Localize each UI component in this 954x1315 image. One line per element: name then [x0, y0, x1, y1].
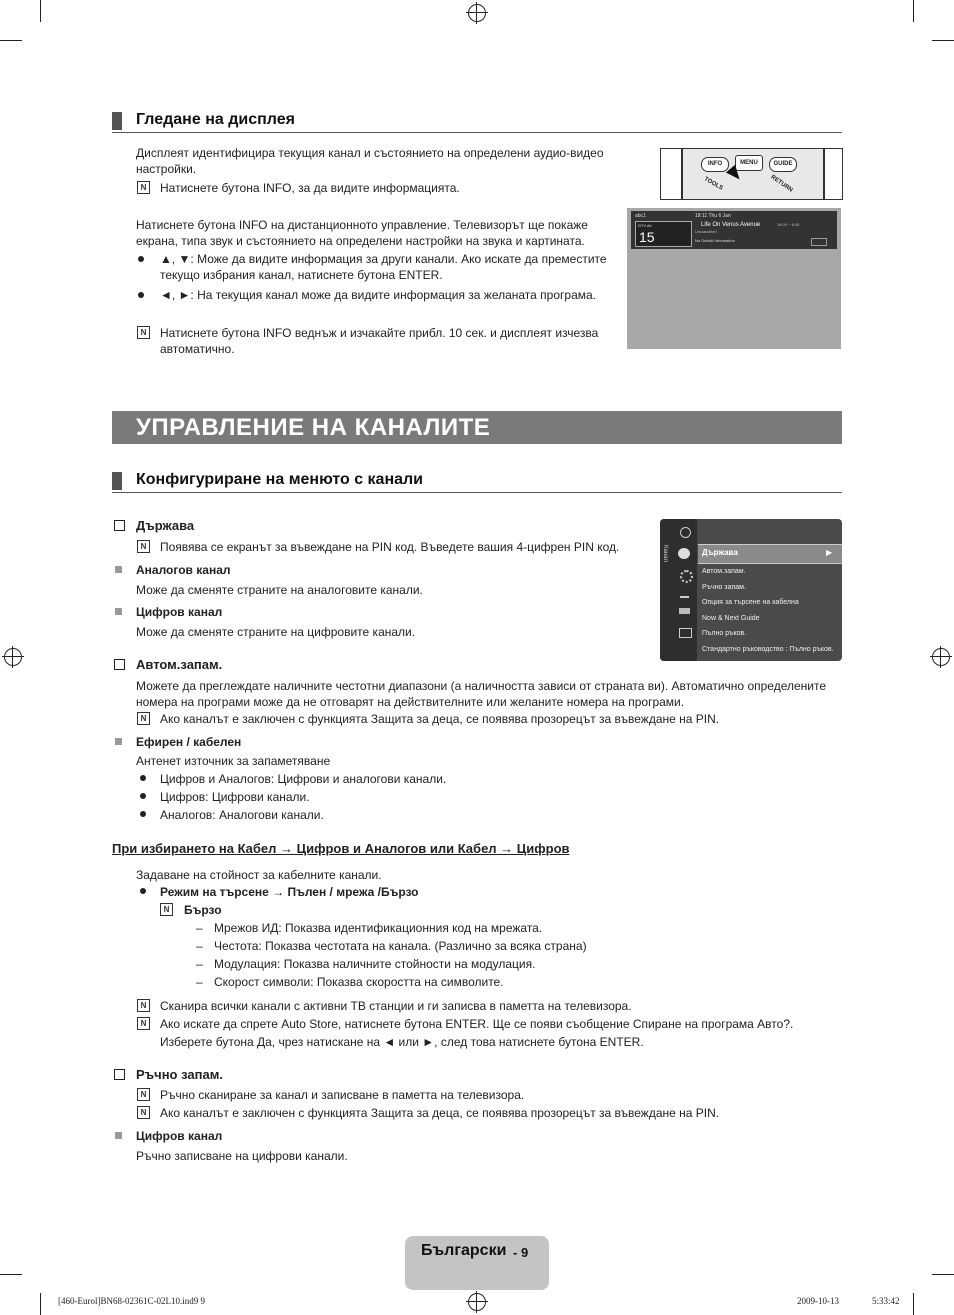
crop-mark	[40, 0, 41, 22]
note-text: Ако каналът е заключен с функцията Защита за деца, се появява прозорецът за въвеждане на PIN.	[160, 1106, 720, 1120]
channel-number: 15	[639, 229, 655, 245]
subsection-title: Държава	[136, 518, 195, 533]
crop-mark	[932, 1274, 954, 1275]
note-text: Ако искате да спрете Auto Store, натиснете бутона ENTER. Ще се появи съобщение Спиране на програма Авто?.	[160, 1017, 794, 1031]
heading-bar	[112, 112, 122, 130]
registration-mark-icon	[468, 1293, 486, 1311]
bullet-text: ◄, ►: На текущия канал може да видите информация за желаната програма.	[160, 288, 597, 302]
bullet-icon	[140, 811, 146, 817]
crop-mark	[913, 1293, 914, 1315]
registration-mark-icon	[932, 648, 950, 666]
note-text: Сканира всички канали с активни ТВ станции и ги записва в паметта на телевизора.	[160, 999, 632, 1013]
checkbox-icon	[114, 1069, 125, 1080]
arrow-right-icon: ▶	[826, 548, 833, 557]
note-icon: N	[137, 540, 150, 553]
section-title: Конфигуриране на менюто с канали	[136, 471, 424, 488]
note-icon: N	[137, 712, 150, 725]
info-button: INFO	[701, 157, 729, 172]
menu-item-manual: Ръчно запам.	[702, 584, 746, 591]
crop-mark	[932, 40, 954, 41]
item-text: Може да сменяте страните на цифровите канали.	[136, 625, 416, 639]
print-date: 2009-10-13	[797, 1296, 839, 1306]
dash-text: Мрежов ИД: Показва идентификационния код на мрежата.	[214, 921, 543, 935]
input-icon	[680, 591, 689, 598]
heading-bar	[112, 472, 122, 490]
note-icon: N	[137, 1017, 150, 1030]
channel-name: abc1	[635, 213, 646, 219]
menu-item-now-next: Now & Next Guide	[702, 615, 760, 622]
program-time: 18:00 ~ 6:00	[777, 222, 800, 227]
paragraph: Можете да преглеждате наличните честотни диапазони (а наличността зависи от страната ви). Автоматично определените номера на програми може да не отговарят на действителните или желаните номера на програми.	[136, 679, 827, 709]
paragraph: Задаване на стойност за кабелните канали.	[136, 868, 382, 882]
menu-item-default-guide: Стандартно ръководство : Пълно ръков.	[702, 646, 834, 653]
crop-mark	[0, 40, 22, 41]
guide-button: GUIDE	[769, 157, 797, 172]
note-icon: N	[137, 181, 150, 194]
subsection-title: Автом.запам.	[136, 657, 223, 672]
section-title: Гледане на дисплея	[136, 111, 295, 128]
remote-control-image	[660, 148, 843, 200]
menu-item-cable-search: Опция за търсене на кабелна	[702, 599, 799, 606]
menu-button: MENU	[735, 155, 763, 171]
language-label: Български	[421, 1242, 507, 1259]
paragraph: Дисплеят идентифицира текущия канал и състоянието на определени аудио-видео настройки.	[136, 146, 604, 176]
page-number: - 9	[513, 1245, 529, 1260]
dash-icon: –	[196, 957, 203, 971]
print-time: 5:33:42	[872, 1296, 900, 1306]
bullet-icon	[138, 256, 144, 262]
note-icon: N	[160, 903, 173, 916]
channel-menu-screenshot	[660, 519, 842, 661]
crop-mark	[913, 0, 914, 22]
registration-mark-icon	[4, 648, 22, 666]
cable-heading: При избирането на Кабел → Цифров и Аналогов или Кабел → Цифров	[112, 841, 570, 856]
tools-label: TOOLS	[702, 176, 724, 192]
dash-text: Модулация: Показва наличните стойности на модулация.	[214, 957, 536, 971]
bullet-text: Цифров и Аналогов: Цифрови и аналогови канали.	[160, 772, 447, 786]
setup-icon	[680, 570, 693, 583]
menu-item-full-guide: Пълно ръков.	[702, 630, 747, 637]
item-text: Антенет източник за запаметяване	[136, 754, 331, 768]
chapter-title: УПРАВЛЕНИЕ НА КАНАЛИТЕ	[136, 414, 491, 441]
item-text: Ръчно записване на цифрови канали.	[136, 1149, 348, 1163]
note-icon: N	[137, 326, 150, 339]
note-text: Ръчно сканиране за канал и записване в паметта на телевизора.	[160, 1088, 525, 1102]
item-title: Цифров канал	[136, 1129, 223, 1143]
item-title: Цифров канал	[136, 605, 223, 619]
note-icon: N	[137, 999, 150, 1012]
note-text: Появява се екранът за въвеждане на PIN код. Въведете вашия 4-цифрен PIN код.	[160, 540, 620, 554]
menu-sidebar	[660, 519, 697, 661]
menu-item-country: Държава	[702, 548, 738, 557]
info-bar	[631, 211, 837, 249]
note-text: Натиснете бутона INFO веднъж и изчакайте прибл. 10 сек. и дисплеят изчезва автоматично.	[160, 326, 599, 356]
note-text: Изберете бутона Да, чрез натискане на ◄ или ►, след това натиснете бутона ENTER.	[160, 1035, 644, 1049]
note-icon: N	[137, 1106, 150, 1119]
square-bullet-icon	[115, 738, 122, 745]
square-bullet-icon	[115, 608, 122, 615]
application-icon	[679, 608, 690, 614]
menu-item-autostore: Автом.запам.	[702, 568, 746, 575]
checkbox-icon	[114, 659, 125, 670]
crop-mark	[0, 1274, 22, 1275]
program-rating: Unclassified	[695, 229, 717, 234]
item-title: Ефирен / кабелен	[136, 735, 242, 749]
program-title: Life On Venus Avenue	[701, 222, 761, 228]
bullet-icon	[140, 888, 146, 894]
bullet-icon	[138, 292, 144, 298]
menu-side-label: Канал	[662, 545, 668, 562]
square-bullet-icon	[115, 566, 122, 573]
bullet-text: Аналогов: Аналогови канали.	[160, 808, 324, 822]
picture-icon	[680, 527, 691, 538]
dash-icon: –	[196, 921, 203, 935]
note-text: Ако каналът е заключен с функцията Защита за деца, се появява прозорецът за въвеждане на PIN.	[160, 712, 720, 726]
note-icon: N	[137, 1088, 150, 1101]
dash-text: Скорост символи: Показва скоростта на символите.	[214, 975, 504, 989]
info-icon	[811, 238, 827, 246]
checkbox-icon	[114, 520, 125, 531]
program-detail: No Detaild Information	[695, 238, 735, 243]
chapter-banner	[112, 411, 842, 444]
page-tab	[405, 1236, 549, 1290]
bullet-text: Цифров: Цифрови канали.	[160, 790, 310, 804]
dash-icon: –	[196, 939, 203, 953]
section-heading-channels	[112, 470, 842, 493]
channel-type: DTV Air	[638, 223, 652, 228]
note-text: Бързо	[184, 903, 222, 917]
dash-icon: –	[196, 975, 203, 989]
tv-info-screenshot	[627, 208, 841, 349]
crop-mark	[40, 1293, 41, 1315]
item-text: Може да сменяте страните на аналоговите канали.	[136, 583, 423, 597]
bullet-text: ▲, ▼: Може да видите информация за други канали. Ако искате да преместите текущо избрания канал, натиснете бутона ENTER.	[160, 252, 607, 282]
bullet-icon	[140, 793, 146, 799]
dash-text: Честота: Показва честотата на канала. (Различно за всяка страна)	[214, 939, 587, 953]
channel-icon	[678, 548, 690, 559]
square-bullet-icon	[115, 1132, 122, 1139]
date-time: 18:11 Thu 6 Jan	[695, 213, 731, 219]
support-icon	[679, 628, 692, 638]
section-heading-display	[112, 110, 842, 133]
note-text: Натиснете бутона INFO, за да видите информацията.	[160, 181, 460, 195]
item-title: Аналогов канал	[136, 563, 231, 577]
print-file-info: [460-Eurol]BN68-02361C-02L10.ind9 9	[58, 1296, 205, 1306]
paragraph: Натиснете бутона INFO на дистанционното управление. Телевизорът ще покаже екрана, типа звук и състоянието на определени настройки на звука и картината.	[136, 218, 588, 248]
channel-box	[635, 221, 692, 247]
bullet-text: Режим на търсене → Пълен / мрежа /Бързо	[160, 885, 419, 899]
registration-mark-icon	[468, 4, 486, 22]
bullet-icon	[140, 775, 146, 781]
subsection-title: Ръчно запам.	[136, 1067, 223, 1082]
return-label: RETURN	[769, 174, 794, 194]
